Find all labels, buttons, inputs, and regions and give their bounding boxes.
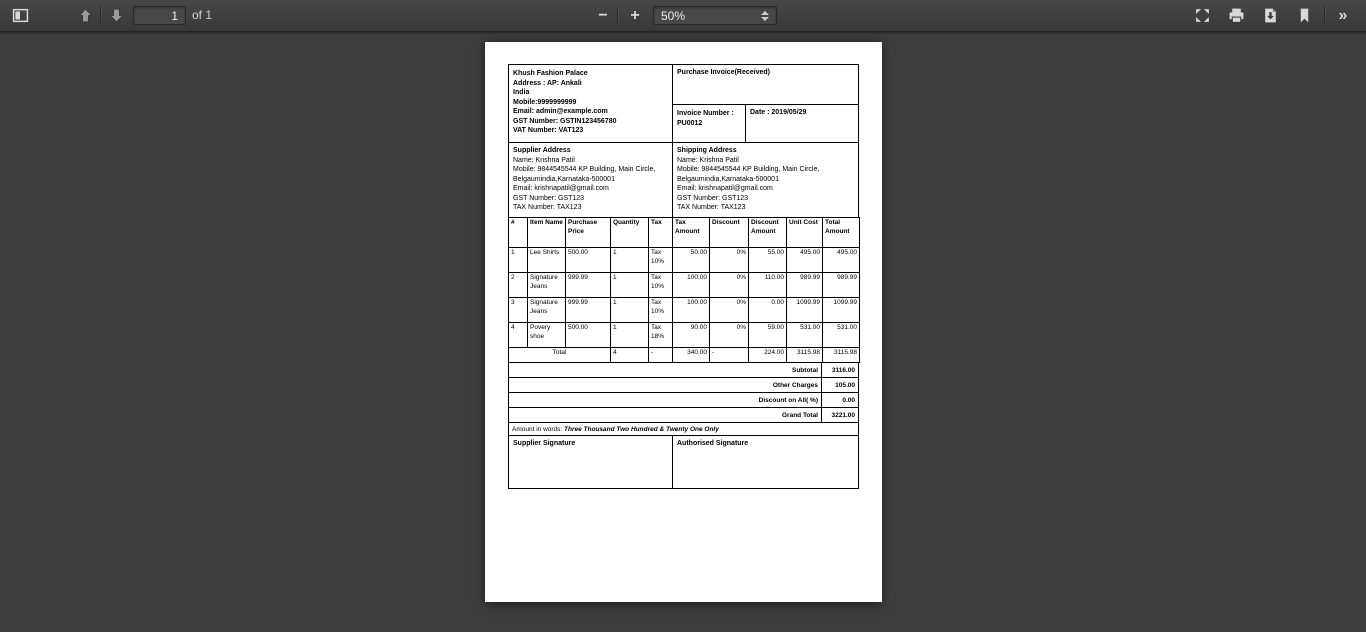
invoice-header-section xyxy=(508,64,859,143)
cell-qty: 1 xyxy=(611,298,649,323)
amount-in-words xyxy=(508,422,859,436)
signatures-section xyxy=(508,435,859,489)
zoom-in-icon: + xyxy=(630,6,640,24)
cell-price: 999.99 xyxy=(566,298,611,323)
total-qty: 4 xyxy=(611,348,649,363)
total-tax-amount: 340.00 xyxy=(673,348,710,363)
cell-discount-amount: 55.00 xyxy=(749,248,787,273)
page-count-label: of 1 xyxy=(192,8,213,22)
zoom-select-value: 50% xyxy=(661,8,686,23)
zoom-out-button[interactable] xyxy=(590,3,616,28)
total-discount-amount: 224.00 xyxy=(749,348,787,363)
summary-label: Discount on All( %) xyxy=(509,393,822,407)
pdf-toolbar xyxy=(0,0,1366,32)
col-header-item-name: Item Name xyxy=(528,218,566,248)
page-number-input[interactable] xyxy=(133,6,186,25)
col-header-discount: Discount xyxy=(710,218,749,248)
amount-in-words-label: Amount in words: xyxy=(512,426,563,433)
cell-tax: Tax 10% xyxy=(649,273,673,298)
supplier-gst: GST Number: GST123 xyxy=(513,194,585,202)
cell-unit-cost: 1099.99 xyxy=(787,298,823,323)
cell-qty: 1 xyxy=(611,323,649,348)
cell-num: 1 xyxy=(509,248,528,273)
company-country: India xyxy=(513,89,530,96)
invoice-title: Purchase Invoice(Received) xyxy=(673,65,858,105)
total-unit-cost: 3115.98 xyxy=(787,348,823,363)
download-button[interactable] xyxy=(1257,3,1283,28)
summary-value: 0.00 xyxy=(842,396,855,404)
invoice-date: Date : 2019/05/29 xyxy=(750,109,807,116)
items-header-row xyxy=(509,218,860,248)
company-info xyxy=(509,65,673,142)
fullscreen-icon xyxy=(1194,7,1211,24)
download-icon xyxy=(1262,7,1279,24)
total-discount: - xyxy=(710,348,749,363)
bookmark-button[interactable] xyxy=(1291,3,1317,28)
col-header-unit-cost: Unit Cost xyxy=(787,218,823,248)
summary-value: 105.00 xyxy=(835,381,855,389)
cell-tax-amount: 100.00 xyxy=(673,273,710,298)
col-header-quantity: Quantity xyxy=(611,218,649,248)
page-down-icon xyxy=(108,7,125,24)
cell-qty: 1 xyxy=(611,273,649,298)
table-total-row xyxy=(509,348,860,363)
cell-tax: Tax 10% xyxy=(649,298,673,323)
col-header-tax-amount: Tax Amount xyxy=(673,218,710,248)
cell-tax-amount: 100.00 xyxy=(673,298,710,323)
more-tools-button[interactable] xyxy=(1330,3,1356,28)
supplier-address-title: Supplier Address xyxy=(513,147,571,154)
table-row xyxy=(509,298,860,323)
zoom-out-icon: − xyxy=(598,6,608,24)
cell-name: Povery shoe xyxy=(528,323,566,348)
authorised-signature-label: Authorised Signature xyxy=(677,440,749,447)
table-row xyxy=(509,248,860,273)
summary-label: Subtotal xyxy=(509,363,822,377)
total-amount: 3115.98 xyxy=(823,348,860,363)
cell-total: 989.99 xyxy=(823,273,860,298)
summary-value: 3221.00 xyxy=(831,411,855,419)
items-table xyxy=(508,217,860,363)
toolbar-divider xyxy=(617,6,618,25)
cell-num: 3 xyxy=(509,298,528,323)
toggle-sidebar-button[interactable] xyxy=(7,3,33,28)
cell-discount: 0% xyxy=(710,298,749,323)
bookmark-icon xyxy=(1296,7,1313,24)
shipping-gst: GST Number: GST123 xyxy=(677,194,749,202)
cell-name: Lee Shirts xyxy=(528,248,566,273)
toolbar-divider xyxy=(100,6,101,25)
total-tax: - xyxy=(649,348,673,363)
company-vat: VAT Number: VAT123 xyxy=(513,127,584,134)
shipping-name: Name: Krishna Patil xyxy=(677,156,739,164)
cell-unit-cost: 989.99 xyxy=(787,273,823,298)
viewer-container[interactable] xyxy=(0,32,1366,632)
col-header-num: # xyxy=(509,218,528,248)
invoice-number-label: Invoice Number : xyxy=(677,110,734,117)
cell-total: 531.00 xyxy=(823,323,860,348)
select-spinner-icon xyxy=(761,11,769,21)
cell-discount-amount: 59.00 xyxy=(749,323,787,348)
shipping-mobile: Mobile: 9844545544 KP Building, Main Circle, Belgaumindia,Karnataka-500001 xyxy=(677,166,820,183)
sidebar-toggle-icon xyxy=(12,7,29,24)
cell-tax: Tax 10% xyxy=(649,248,673,273)
cell-discount: 0% xyxy=(710,323,749,348)
company-mobile: Mobile:9999999999 xyxy=(513,98,577,106)
company-name: Khush Fashion Palace xyxy=(513,70,588,77)
supplier-address xyxy=(509,143,673,217)
invoice-number-value: PU0012 xyxy=(677,119,703,127)
cell-qty: 1 xyxy=(611,248,649,273)
summary-row xyxy=(508,392,859,408)
toolbar-divider xyxy=(1324,6,1325,25)
print-button[interactable] xyxy=(1223,3,1249,28)
page-up-icon xyxy=(77,7,94,24)
invoice-number xyxy=(673,105,746,142)
summary-row-grand-total xyxy=(508,407,859,423)
cell-discount-amount: 110.00 xyxy=(749,273,787,298)
cell-total: 495.00 xyxy=(823,248,860,273)
shipping-tax: TAX Number: TAX123 xyxy=(677,204,746,211)
cell-total: 1099.99 xyxy=(823,298,860,323)
summary-label: Grand Total xyxy=(509,408,822,422)
col-header-purchase-price: Purchase Price xyxy=(566,218,611,248)
col-header-tax: Tax xyxy=(649,218,673,248)
cell-discount: 0% xyxy=(710,248,749,273)
company-address: Address : AP: Ankali xyxy=(513,79,582,87)
cell-tax: Tax 18% xyxy=(649,323,673,348)
cell-discount-amount: 0.00 xyxy=(749,298,787,323)
summary-value: 3116.00 xyxy=(831,366,855,374)
summary-row xyxy=(508,377,859,393)
cell-unit-cost: 531.00 xyxy=(787,323,823,348)
chevron-double-right-icon: » xyxy=(1338,6,1348,24)
shipping-address xyxy=(673,143,858,217)
summary-label: Other Charges xyxy=(509,378,822,392)
pdf-page xyxy=(485,42,882,602)
zoom-in-button[interactable] xyxy=(622,3,648,28)
print-icon xyxy=(1228,7,1245,24)
shipping-address-title: Shipping Address xyxy=(677,147,737,154)
col-header-discount-amount: Discount Amount xyxy=(749,218,787,248)
cell-name: Signature Jeans xyxy=(528,298,566,323)
amount-in-words-value: Three Thousand Two Hundred & Twenty One Only xyxy=(564,426,719,433)
supplier-signature-label: Supplier Signature xyxy=(509,436,673,488)
cell-num: 4 xyxy=(509,323,528,348)
table-row xyxy=(509,273,860,298)
table-row xyxy=(509,323,860,348)
shipping-email: Email: krishnapatil@gmail.com xyxy=(677,185,773,192)
cell-tax-amount: 90.00 xyxy=(673,323,710,348)
presentation-mode-button[interactable] xyxy=(1189,3,1215,28)
cell-price: 500.00 xyxy=(566,248,611,273)
previous-page-button[interactable] xyxy=(72,3,98,28)
addresses-section xyxy=(508,142,859,218)
cell-price: 999.99 xyxy=(566,273,611,298)
cell-name: Signature Jeans xyxy=(528,273,566,298)
supplier-email: Email: krishnapatil@gmail.com xyxy=(513,185,609,192)
next-page-button[interactable] xyxy=(103,3,129,28)
cell-price: 500.00 xyxy=(566,323,611,348)
summary-row xyxy=(508,362,859,378)
invoice-document xyxy=(508,64,859,489)
supplier-tax: TAX Number: TAX123 xyxy=(513,204,582,211)
cell-unit-cost: 495.00 xyxy=(787,248,823,273)
col-header-total-amount: Total Amount xyxy=(823,218,860,248)
total-label: Total xyxy=(509,348,611,363)
supplier-name: Name: Krishna Patil xyxy=(513,156,575,164)
cell-discount: 0% xyxy=(710,273,749,298)
supplier-mobile: Mobile: 9844545544 KP Building, Main Circle, Belgaumindia,Karnataka-500001 xyxy=(513,166,656,183)
cell-tax-amount: 50.00 xyxy=(673,248,710,273)
company-gst: GST Number: GSTIN123456780 xyxy=(513,117,617,125)
company-email: Email: admin@example.com xyxy=(513,108,608,115)
zoom-select[interactable] xyxy=(653,6,777,25)
cell-num: 2 xyxy=(509,273,528,298)
